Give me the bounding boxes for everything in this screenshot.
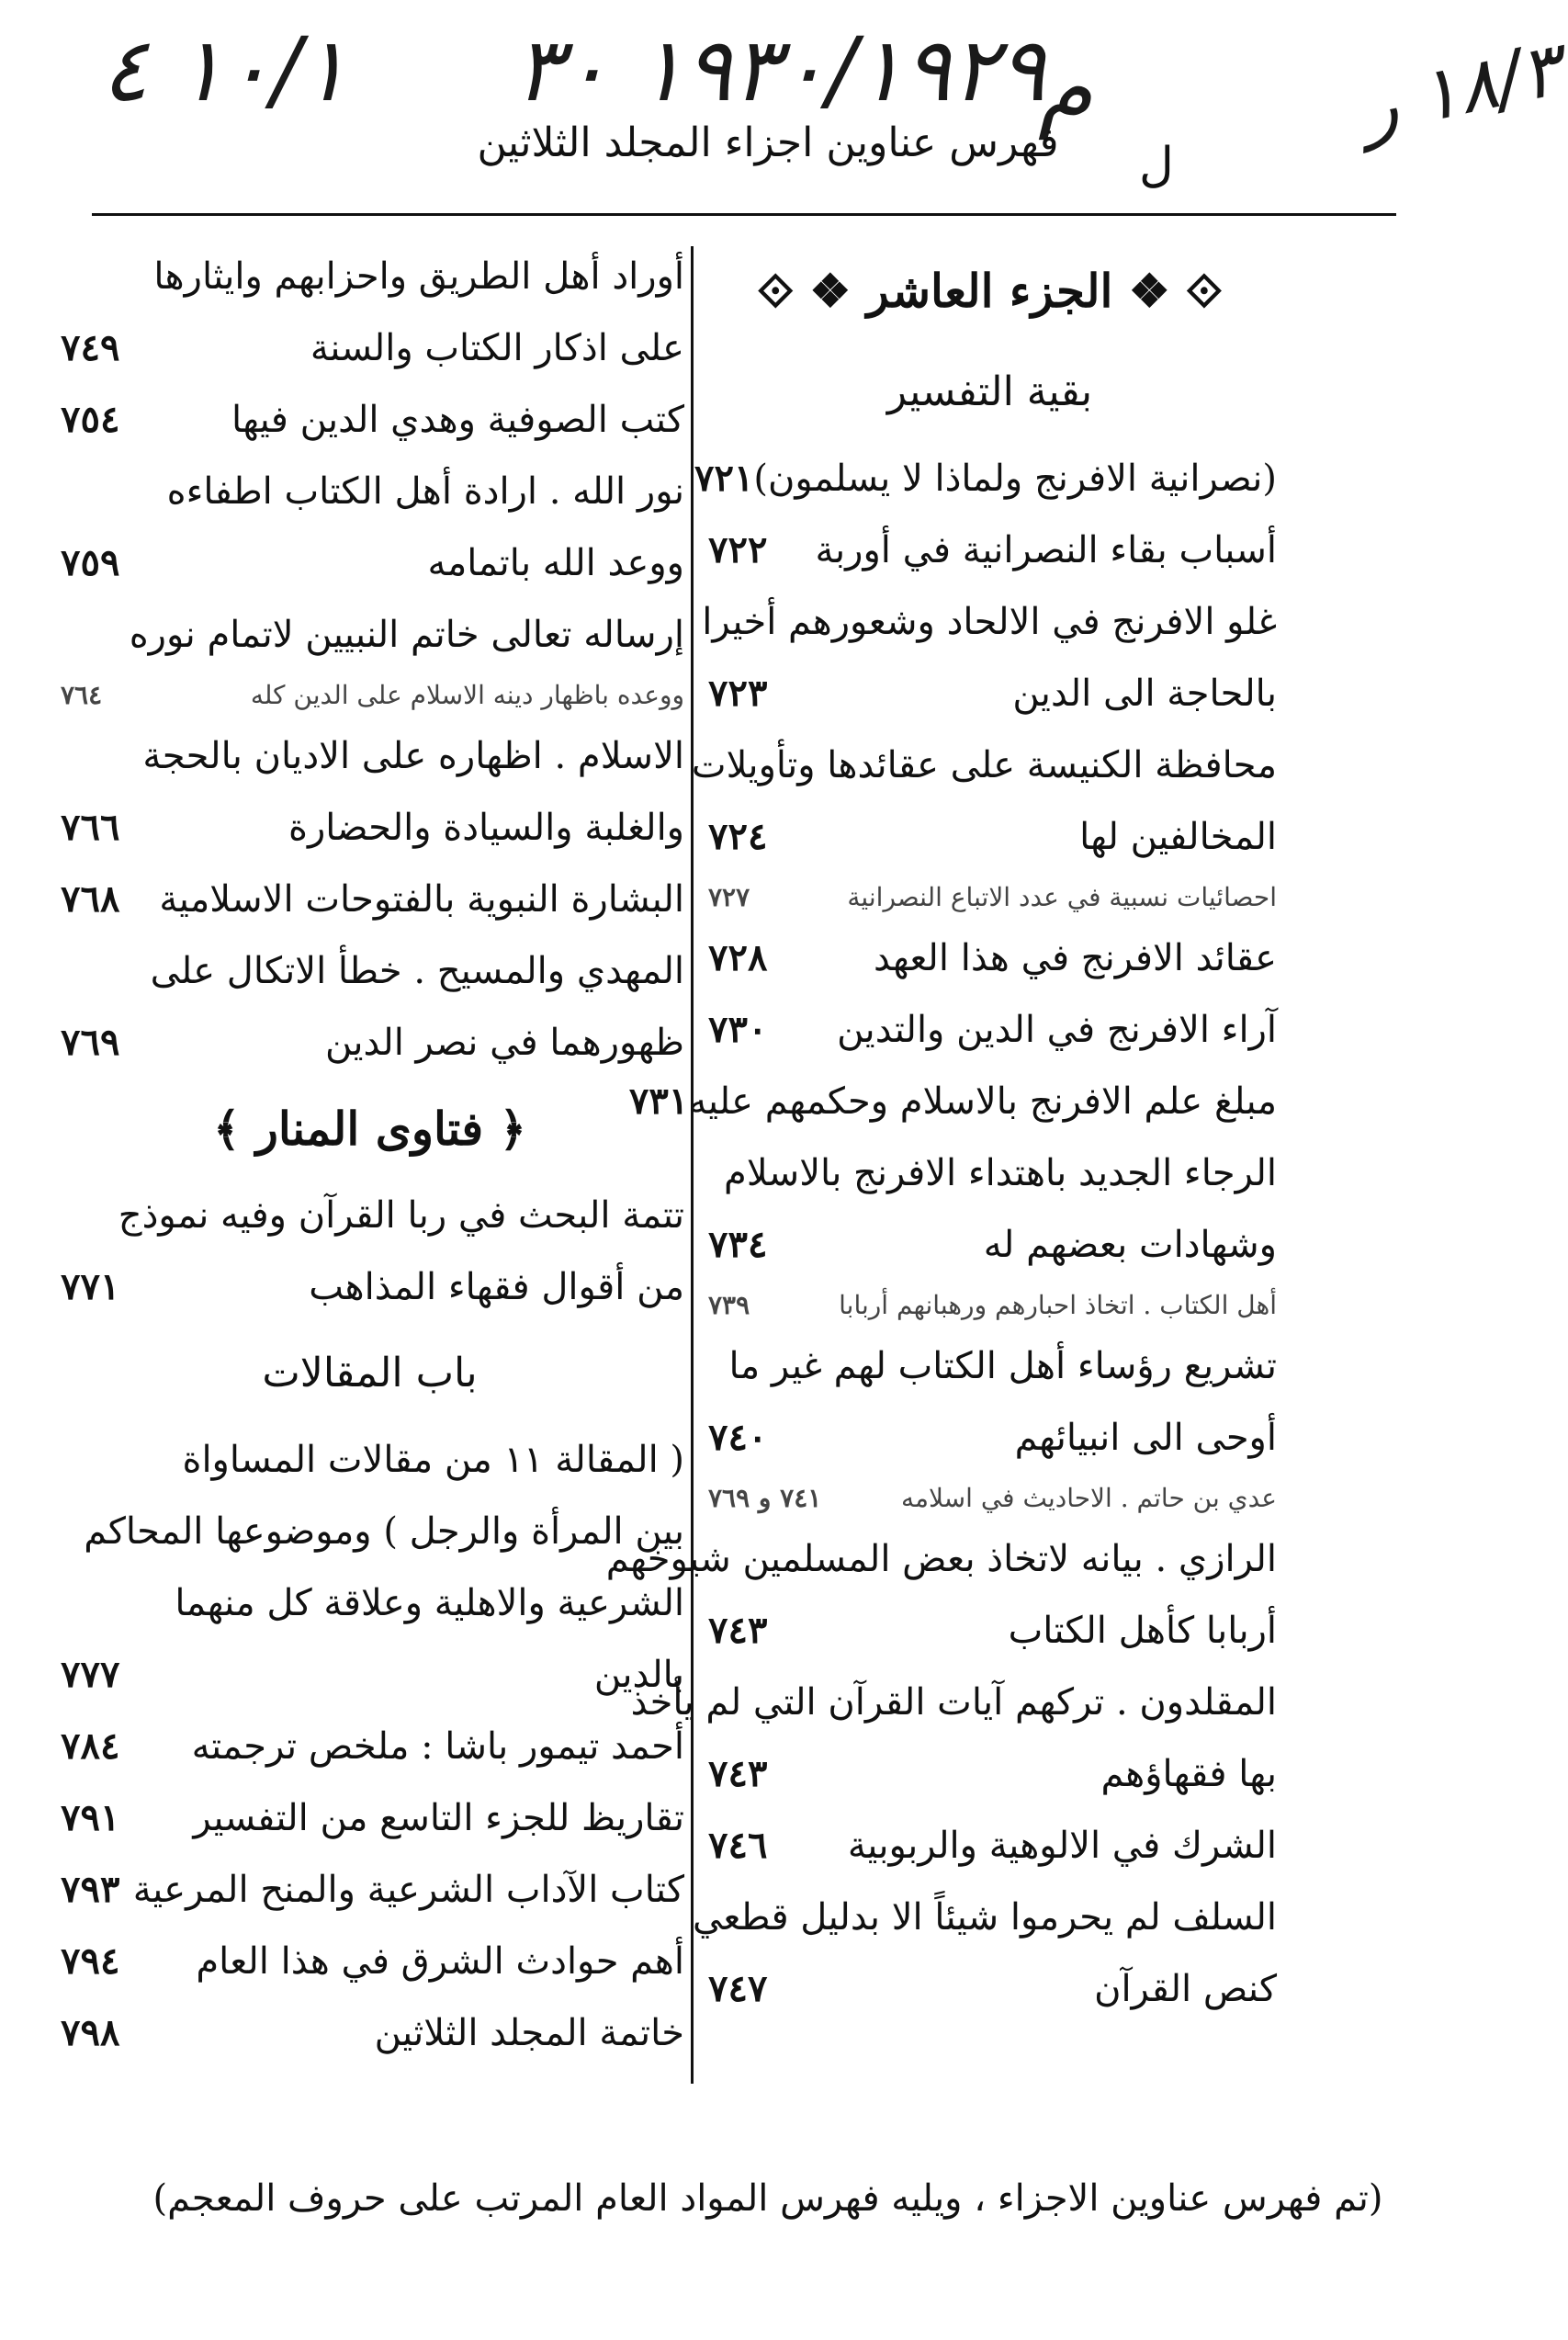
toc-entry-title: أحمد تيمور باشا : ملخص ترجمته	[191, 1725, 684, 1768]
toc-entry-page: ٧٣٤	[708, 1223, 768, 1266]
toc-entry	[703, 801, 1277, 873]
toc-entry-page: ٧٧٧	[61, 1653, 120, 1696]
toc-entry-title: عدي بن حاتم . الاحاديث في اسلامه	[900, 1483, 1277, 1513]
toc-entry	[703, 658, 1277, 729]
handwritten-note-right: م	[1038, 37, 1093, 140]
section-subheading: بقية التفسير	[886, 368, 1093, 415]
toc-entry	[703, 586, 1277, 658]
toc-entry-title: غلو الافرنج في الالحاد وشعورهم أخيرا	[702, 601, 1277, 643]
toc-entry-page: ٧٤٦	[708, 1824, 768, 1867]
toc-entry	[55, 720, 684, 792]
toc-entry-page: ٧٢٣	[708, 672, 768, 715]
toc-entry	[703, 873, 1277, 922]
toc-entry-title: أربابا كأهل الكتاب	[1008, 1610, 1277, 1652]
toc-entry-title: احصائيات نسبية في عدد الاتباع النصرانية	[847, 882, 1277, 912]
toc-entry	[703, 1474, 1277, 1523]
page-title: فهرس عناوين اجزاء المجلد الثلاثين	[477, 119, 1059, 166]
toc-entry	[55, 1782, 684, 1854]
toc-entry-page: ٧٧١	[61, 1265, 120, 1308]
toc-entry	[703, 1595, 1277, 1667]
fatawa-heading: ﴿ فتاوى المنار ﴾	[213, 1102, 526, 1156]
toc-entry-page: ٧٦٦	[61, 806, 120, 849]
toc-entry-title: الرجاء الجديد باهتداء الافرنج بالاسلام	[724, 1152, 1277, 1194]
toc-entry	[628, 1066, 1277, 1137]
toc-entry	[55, 599, 684, 671]
toc-entry	[55, 1496, 684, 1567]
toc-entry-page: ٧٢٤	[708, 815, 768, 858]
toc-entry-page: ٧٣٩	[708, 1290, 750, 1320]
left-entries-mid	[55, 1180, 684, 1323]
toc-entry	[694, 443, 1277, 514]
toc-entry	[703, 994, 1277, 1066]
ornament-icon: ⟐ ❖	[1112, 264, 1223, 318]
toc-entry	[691, 729, 1277, 801]
toc-entry-title: ووعد الله باتمامه	[427, 542, 684, 584]
top-rule	[92, 213, 1396, 216]
toc-entry	[55, 1180, 684, 1251]
toc-entry	[703, 1137, 1277, 1209]
handwritten-note-center: ١٩٣٠/١٩٢٩ ٣٠	[514, 18, 1046, 121]
toc-entry	[55, 312, 684, 384]
toc-entry-title: الاسلام . اظهاره على الاديان بالحجة	[142, 735, 684, 777]
toc-entry-title: عقائد الافرنج في هذا العهد	[873, 937, 1277, 979]
toc-entry	[703, 1810, 1277, 1882]
toc-entry-page: ٧٤٩	[61, 326, 120, 369]
toc-entry-title: إرساله تعالى خاتم النبيين لاتمام نوره	[129, 614, 684, 656]
toc-entry	[630, 1667, 1277, 1738]
toc-entry-title: تقاريظ للجزء التاسع من التفسير	[193, 1797, 684, 1839]
toc-entry	[605, 1523, 1277, 1595]
toc-entry-title: آراء الافرنج في الدين والتدين	[837, 1009, 1277, 1051]
maqalat-heading: باب المقالات	[262, 1350, 478, 1396]
toc-entry-title: والغلبة والسيادة والحضارة	[288, 807, 684, 849]
toc-entry-title: أهم حوادث الشرق في هذا العام	[196, 1940, 684, 1983]
toc-entry-page: ٧٦٨	[61, 877, 120, 921]
header-mark: ل	[1139, 138, 1174, 193]
toc-entry	[55, 456, 684, 527]
toc-entry-title: (نصرانية الافرنج ولماذا لا يسلمون)	[753, 458, 1277, 500]
toc-entry	[703, 1281, 1277, 1330]
toc-entry-title: كتب الصوفية وهدي الدين فيها	[231, 399, 684, 441]
toc-entry-title: مبلغ علم الافرنج بالاسلام وحكمهم عليه	[688, 1080, 1277, 1123]
part-heading	[703, 241, 1277, 342]
toc-entry	[55, 1639, 684, 1711]
part-heading-label: الجزء العاشر	[866, 264, 1113, 318]
footer-note: (تم فهرس عناوين الاجزاء ، ويليه فهرس المواد العام المرتب على حروف المعجم)	[152, 2177, 1383, 2220]
toc-entry	[55, 671, 684, 720]
toc-entry	[55, 1997, 684, 2069]
toc-entry-page: ٧٢٢	[708, 528, 768, 571]
toc-entry-page: ٧٢٨	[708, 936, 768, 979]
toc-entry	[55, 1926, 684, 1997]
toc-entry-title: ظهورهما في نصر الدين	[324, 1022, 684, 1064]
toc-entry	[703, 922, 1277, 994]
toc-entry-title: المهدي والمسيح . خطأ الاتكال على	[150, 950, 684, 992]
toc-entry-title: المخالفين لها	[1079, 816, 1277, 858]
toc-entry	[55, 527, 684, 599]
toc-entry-title: كتاب الآداب الشرعية والمنح المرعية	[132, 1869, 684, 1911]
toc-entry-page: ٧٢٧	[708, 882, 750, 912]
toc-entry-page: ٧٥٩	[61, 541, 120, 584]
toc-entry-title: على اذكار الكتاب والسنة	[310, 327, 684, 369]
toc-entry-title: أوراد أهل الطريق واحزابهم وايثارها	[153, 255, 684, 298]
column-divider	[691, 246, 694, 2084]
toc-entry-title: كنص القرآن	[1094, 1968, 1277, 2010]
toc-entry-title: تتمة البحث في ربا القرآن وفيه نموذج	[118, 1194, 684, 1237]
toc-entry-title: أوحى الى انبيائهم	[1014, 1417, 1277, 1459]
toc-entry	[55, 792, 684, 864]
toc-entry-page: ٧٤٣	[708, 1752, 768, 1795]
toc-entry-page: ٧٨٤	[61, 1724, 120, 1768]
toc-entry	[55, 1711, 684, 1782]
toc-entry	[703, 1738, 1277, 1810]
toc-entry-page: ٧٤٧	[708, 1967, 768, 2010]
toc-entry-page: ٧٤٠	[708, 1416, 768, 1459]
toc-entry	[703, 1330, 1277, 1402]
toc-entry-title: المقلدون . تركهم آيات القرآن التي لم يأخذ	[630, 1681, 1277, 1724]
toc-entry-title: بالحاجة الى الدين	[1012, 673, 1277, 715]
toc-entry	[703, 1209, 1277, 1281]
left-column	[55, 241, 684, 2069]
toc-entry-page: ٧٩١	[61, 1796, 120, 1839]
toc-entry-page: ٧٥٤	[61, 398, 120, 441]
left-entries-bottom	[55, 1424, 684, 2069]
toc-entry-title: بها فقهاؤهم	[1100, 1753, 1277, 1795]
toc-entry-title: تشريع رؤساء أهل الكتاب لهم غير ما	[728, 1345, 1277, 1387]
toc-entry-page: ٧٦٤	[61, 680, 103, 710]
toc-entry-title: الشرك في الالوهية والربوبية	[847, 1825, 1277, 1867]
toc-entry-title: خاتمة المجلد الثلاثين	[374, 2012, 684, 2054]
toc-entry	[55, 1424, 684, 1496]
toc-entry	[703, 1402, 1277, 1474]
toc-entry-page: ٧٣٠	[708, 1008, 768, 1051]
toc-entry-title: الشرعية والاهلية وعلاقة كل منهما	[175, 1582, 684, 1624]
toc-entry-page: ٧٢١	[694, 457, 754, 500]
toc-entry	[693, 1882, 1277, 1953]
toc-entry-title: بين المرأة والرجل ) وموضوعها المحاكم	[84, 1510, 684, 1553]
toc-entry-title: أسباب بقاء النصرانية في أوربة	[815, 529, 1277, 571]
handwritten-note-far-right: ١٨/٣ ر	[1352, 26, 1568, 152]
toc-entry-title: ( المقالة ١١ من مقالات المساواة	[182, 1439, 684, 1481]
toc-entry	[55, 1007, 684, 1079]
toc-entry-title: أهل الكتاب . اتخاذ احبارهم ورهبانهم أربابا	[839, 1290, 1277, 1320]
toc-entry	[703, 514, 1277, 586]
toc-entry-title: من أقوال فقهاء المذاهب	[309, 1266, 684, 1308]
toc-entry-title: وشهادات بعضهم له	[983, 1224, 1277, 1266]
toc-entry-title: بالدين	[593, 1654, 684, 1696]
toc-entry-title: الرازي . بيانه لاتخاذ بعض المسلمين شيوخهم	[605, 1538, 1277, 1580]
left-entries-top	[55, 241, 684, 1079]
toc-entry-title: البشارة النبوية بالفتوحات الاسلامية	[159, 878, 684, 921]
toc-entry	[55, 241, 684, 312]
toc-entry-page: ٧٩٨	[61, 2011, 120, 2054]
toc-entry-page: ٧٦٩	[61, 1021, 120, 1064]
toc-entry-title: ووعده باظهار دينه الاسلام على الدين كله	[250, 680, 684, 710]
toc-entry	[55, 1567, 684, 1639]
toc-entry-page: ٧٣١	[628, 1080, 689, 1123]
toc-entry	[55, 935, 684, 1007]
toc-entry-page: ٧٩٤	[61, 1939, 120, 1983]
toc-entry	[55, 1854, 684, 1926]
toc-entry	[55, 384, 684, 456]
toc-entry-page: ٧٤١ و ٧٦٩	[708, 1483, 822, 1513]
toc-entry	[703, 1953, 1277, 2025]
toc-entry-title: محافظة الكنيسة على عقائدها وتأويلات	[691, 744, 1277, 786]
toc-entry	[55, 864, 684, 935]
toc-entry-title: نور الله . ارادة أهل الكتاب اطفاءه	[166, 470, 684, 513]
toc-entry-page: ٧٩٣	[61, 1868, 120, 1911]
handwritten-note-left: ١٠/١ ٤	[101, 18, 349, 121]
toc-entry-page: ٧٤٣	[708, 1609, 768, 1652]
toc-entry	[55, 1251, 684, 1323]
toc-entry-title: السلف لم يحرموا شيئاً الا بدليل قطعي	[693, 1896, 1277, 1939]
ornament-icon: ❖ ⟐	[757, 264, 867, 318]
